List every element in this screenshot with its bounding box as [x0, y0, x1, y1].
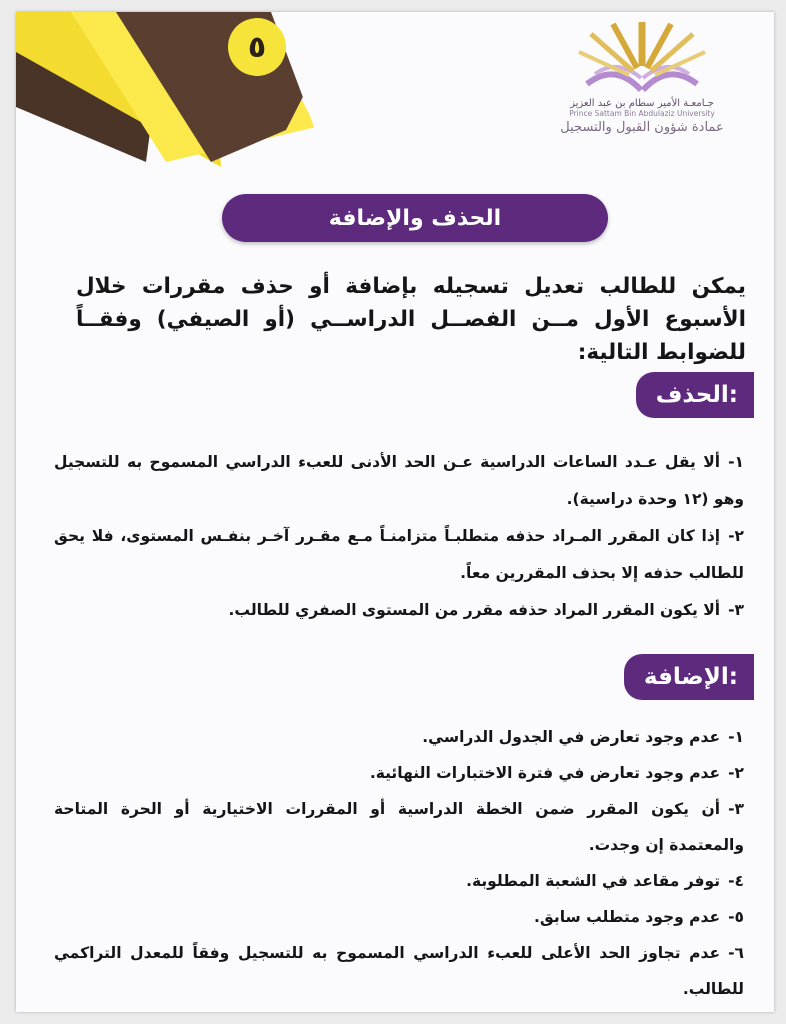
item-number: ١-	[728, 728, 744, 746]
item-text: ألا يقل عـدد الساعات الدراسية عـن الحد الأدنى للعبء الدراسي المسموح به للتسجيل وهو (١٢ وحدة دراسية).	[54, 453, 744, 508]
university-name-arabic: جـامعـة الأمير سطام بن عبد العزيز	[570, 98, 714, 109]
item-number: ٢-	[728, 764, 744, 782]
list-item	[54, 592, 744, 629]
book-rays-logo-icon	[567, 18, 717, 100]
deanship-name: عمادة شؤون القبول والتسجيل	[560, 120, 724, 135]
item-number: ١-	[728, 453, 744, 471]
addition-heading: الإضافة:	[624, 654, 754, 700]
document-page	[16, 12, 774, 1012]
item-number: ٤-	[728, 872, 744, 890]
university-logo	[526, 18, 758, 135]
item-number: ٣-	[728, 800, 744, 818]
list-item	[54, 444, 744, 518]
list-item	[54, 719, 744, 755]
page-title: الحذف والإضافة	[222, 194, 608, 242]
addition-list	[54, 719, 744, 1007]
item-text: أن يكون المقرر ضمن الخطة الدراسية أو المقررات الاختيارية أو الحرة المتاحة والمعتمدة إن وجدت.	[54, 800, 744, 854]
item-text: عدم تجاوز الحد الأعلى للعبء الدراسي المسموح به للتسجيل وفقاً للمعدل التراكمي للطالب.	[54, 944, 744, 998]
list-item	[54, 899, 744, 935]
list-item	[54, 518, 744, 592]
item-text: عدم وجود تعارض في فترة الاختبارات النهائية.	[369, 764, 721, 782]
item-number: ٦-	[728, 944, 744, 962]
section-number-badge: ٥	[228, 18, 286, 76]
list-item	[54, 863, 744, 899]
item-text: إذا كان المقرر المـراد حذفه متطلبـاً متزامنـاً مـع مقـرر آخـر بنفـس المستوى، فلا يحق للطالب حذفه إلا بحذف المقررين معاً.	[54, 527, 744, 582]
deletion-list	[54, 444, 744, 629]
item-text: عدم وجود متطلب سابق.	[534, 908, 721, 926]
item-text: ألا يكون المقرر المراد حذفه مقرر من المستوى الصفري للطالب.	[228, 601, 721, 619]
list-item	[54, 935, 744, 1007]
list-item	[54, 755, 744, 791]
item-number: ٥-	[728, 908, 744, 926]
university-name-english: Prince Sattam Bin Abdulaziz University	[569, 109, 715, 118]
list-item	[54, 791, 744, 863]
item-text: توفر مقاعد في الشعبة المطلوبة.	[466, 872, 721, 890]
corner-decoration	[16, 12, 356, 182]
intro-paragraph: يمكن للطالب تعديل تسجيله بإضافة أو حذف مقررات خلال الأسبوع الأول مــن الفصــل الدراســي (أو الصيفي) وفقــاً للضوابط التالية:	[76, 274, 746, 365]
deletion-heading: الحذف:	[636, 372, 754, 418]
item-number: ٣-	[728, 601, 744, 619]
item-number: ٢-	[728, 527, 744, 545]
item-text: عدم وجود تعارض في الجدول الدراسي.	[422, 728, 721, 746]
